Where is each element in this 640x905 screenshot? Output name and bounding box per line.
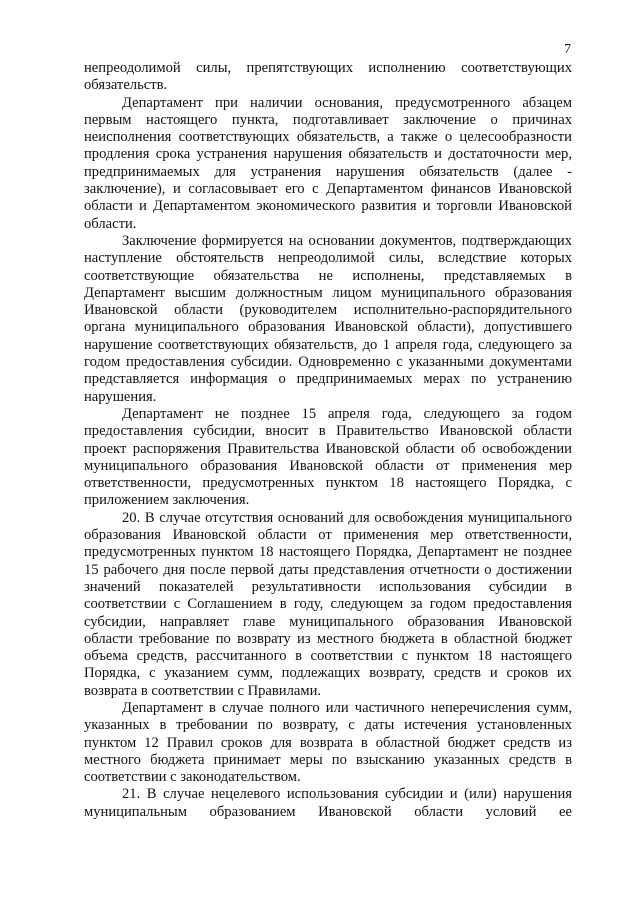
page-number: 7 — [564, 41, 571, 56]
paragraph-item-21: 21. В случае нецелевого использования субсидии и (или) нарушения муниципальным образованием Ивановской области условий ее — [84, 786, 572, 820]
body-text — [84, 60, 572, 821]
paragraph-conclusion-preparation: Департамент при наличии основания, предусмотренного абзацем первым настоящего пункта, подготавливает заключение о причинах неисполнения соответствующих обязательств, а также о целесообразности продления срока устранения нарушения обязательств и достаточности мер, предпринимаемых для устранения нарушения обязательств (далее - заключение), и согласовывает его с Департаментом финансов Ивановской области и Департаментом экономического развития и торговли Ивановской области. — [84, 94, 572, 232]
paragraph-item-20: 20. В случае отсутствия оснований для освобождения муниципального образования Ивановской области от применения мер ответственности, предусмотренных пунктом 18 настоящего Порядка, Департамент не позднее 15 рабочего дня после первой даты представления отчетности о достижении значений показателей результативности использования субсидии в соответствии с Соглашением в году, следующем за годом предоставления субсидии, направляет главе муниципального образования Ивановской области требование по возврату из местного бюджета в областной бюджет объема средств, рассчитанного в соответствии с пунктом 18 настоящего Порядка, с указанием сумм, подлежащих возврату, средств и сроков их возврата в соответствии с Правилами. — [84, 509, 572, 699]
paragraph-continuation: непреодолимой силы, препятствующих исполнению соответствующих обязательств. — [84, 60, 572, 94]
paragraph-government-submission: Департамент не позднее 15 апреля года, следующего за годом предоставления субсидии, вносит в Правительство Ивановской области проект распоряжения Правительства Ивановской области об освобождении муниципального образования Ивановской области от применения мер ответственности, предусмотренных пунктом 18 настоящего Порядка, с приложением заключения. — [84, 405, 572, 509]
paragraph-conclusion-basis: Заключение формируется на основании документов, подтверждающих наступление обстоятельств непреодолимой силы, вследствие которых соответствующие обязательства не исполнены, представляемых в Департамент высшим должностным лицом муниципального образования Ивановской области (руководителем исполнительно-распорядительного органа муниципального образования Ивановской области), допустившего нарушение соответствующих обязательств, до 1 апреля года, следующего за годом предоставления субсидии. Одновременно с указанными документами представляется информация о предпринимаемых мерах по устранению нарушения. — [84, 232, 572, 405]
paragraph-recovery-measures: Департамент в случае полного или частичного неперечисления сумм, указанных в требовании по возврату, с даты истечения установленных пунктом 12 Правил сроков для возврата в областной бюджет средств из местного бюджета принимает меры по взысканию указанных средств в соответствии с законодательством. — [84, 699, 572, 786]
